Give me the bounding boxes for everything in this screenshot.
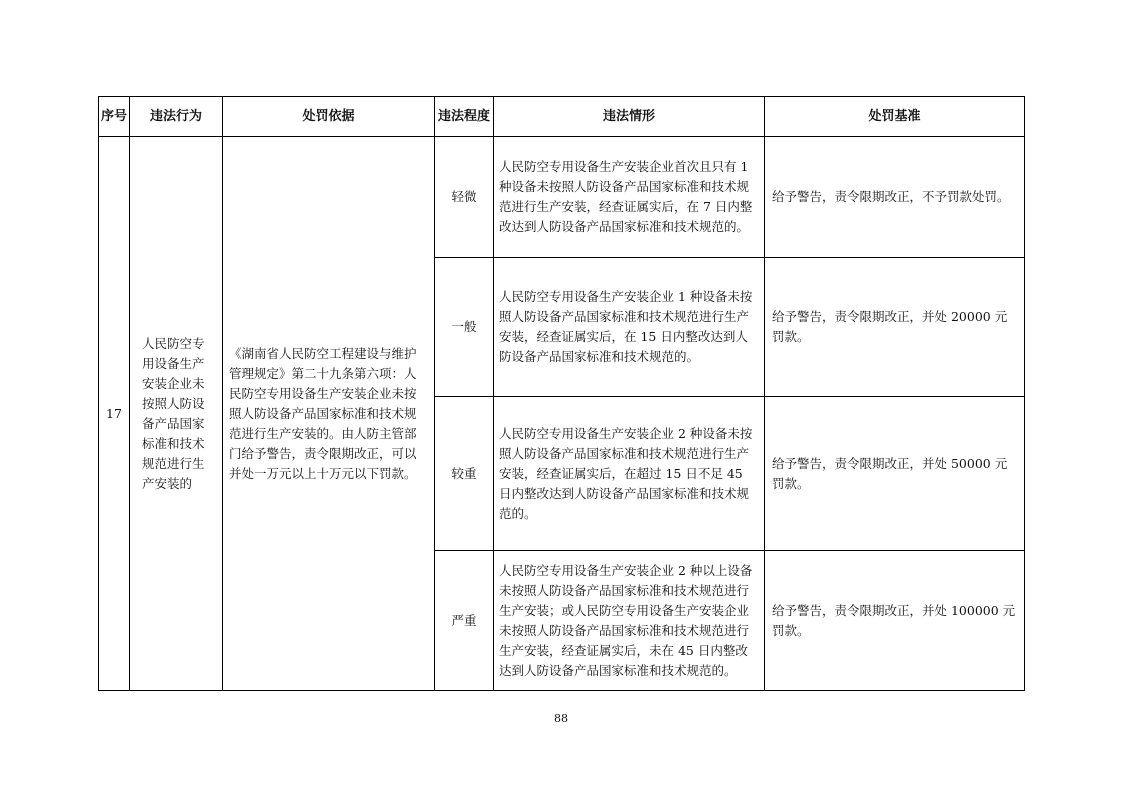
- page-number: 88: [554, 712, 568, 725]
- cell-standard-serious: 给予警告，责令限期改正，并处 50000 元罚款。: [765, 397, 1025, 551]
- header-row: [99, 97, 1025, 137]
- table-row: [99, 137, 1025, 258]
- header-level: 违法程度: [435, 97, 494, 137]
- cell-seq: 17: [99, 137, 130, 691]
- penalty-table: [98, 96, 1025, 691]
- cell-circumstance-serious: 人民防空专用设备生产安装企业 2 种设备未按照人防设备产品国家标准和技术规范进行生产安装，经查证属实后，在超过 15 日不足 45 日内整改达到人防设备产品国家标准和技术规范的。: [494, 397, 765, 551]
- cell-circumstance-severe: 人民防空专用设备生产安装企业 2 种以上设备未按照人防设备产品国家标准和技术规范进行生产安装；或人民防空专用设备生产安装企业未按照人防设备产品国家标准和技术规范进行生产安装，经查证属实后，未在 45 日内整改达到人防设备产品国家标准和技术规范的。: [494, 551, 765, 691]
- header-seq: 序号: [99, 97, 130, 137]
- cell-circumstance-general: 人民防空专用设备生产安装企业 1 种设备未按照人防设备产品国家标准和技术规范进行生产安装，经查证属实后，在 15 日内整改达到人防设备产品国家标准和技术规范的。: [494, 258, 765, 397]
- cell-standard-general: 给予警告，责令限期改正，并处 20000 元罚款。: [765, 258, 1025, 397]
- cell-basis: 《湖南省人民防空工程建设与维护管理规定》第二十九条第六项：人民防空专用设备生产安装企业未按照人防设备产品国家标准和技术规范进行生产安装的。由人防主管部门给予警告，责令限期改正，可以并处一万元以上十万元以下罚款。: [223, 137, 435, 691]
- cell-standard-severe: 给予警告，责令限期改正，并处 100000 元罚款。: [765, 551, 1025, 691]
- cell-level-serious: 较重: [435, 397, 494, 551]
- cell-act: 人民防空专用设备生产安装企业未按照人防设备产品国家标准和技术规范进行生产安装的: [130, 137, 223, 691]
- header-circumstance: 违法情形: [494, 97, 765, 137]
- cell-level-severe: 严重: [435, 551, 494, 691]
- header-act: 违法行为: [130, 97, 223, 137]
- header-basis: 处罚依据: [223, 97, 435, 137]
- cell-circumstance-minor: 人民防空专用设备生产安装企业首次且只有 1 种设备未按照人防设备产品国家标准和技术规范进行生产安装，经查证属实后，在 7 日内整改达到人防设备产品国家标准和技术规范的。: [494, 137, 765, 258]
- cell-standard-minor: 给予警告，责令限期改正，不予罚款处罚。: [765, 137, 1025, 258]
- header-standard: 处罚基准: [765, 97, 1025, 137]
- cell-level-general: 一般: [435, 258, 494, 397]
- cell-level-minor: 轻微: [435, 137, 494, 258]
